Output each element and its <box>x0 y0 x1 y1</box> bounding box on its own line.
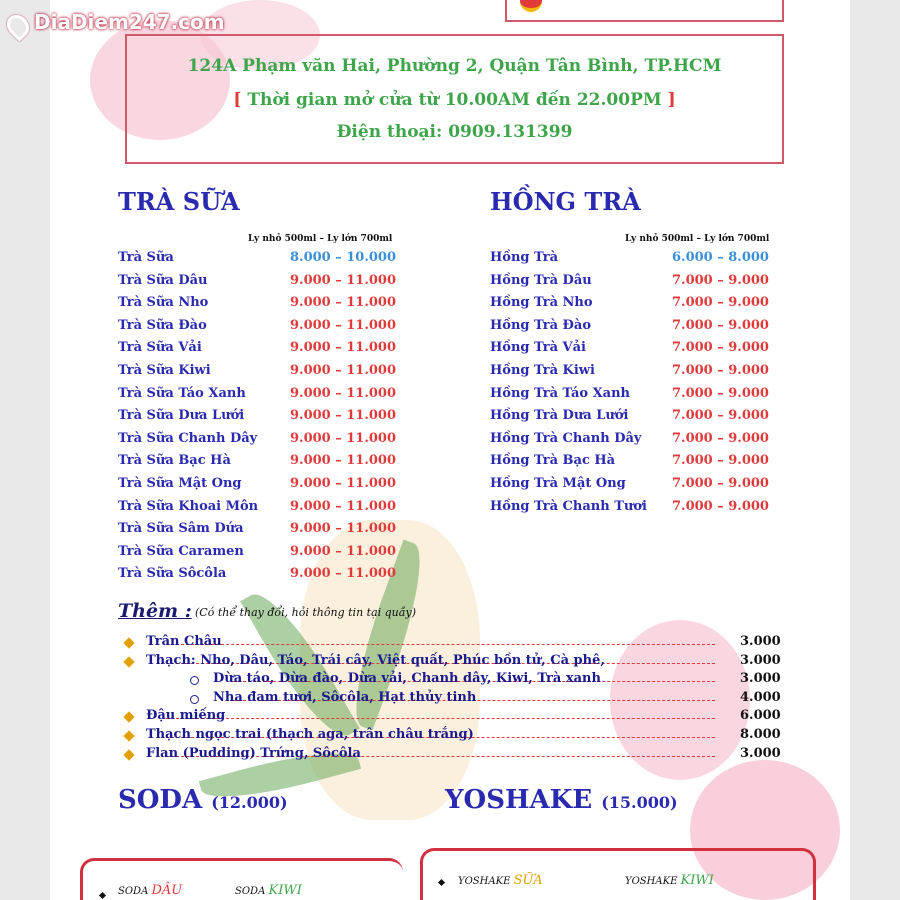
tra-sua-item-price: 9.000 – 11.000 <box>290 272 397 288</box>
hong-tra-item-price: 7.000 – 9.000 <box>672 317 769 333</box>
location-pin-icon <box>2 10 33 41</box>
opening-hours: [ Thời gian mở cửa từ 10.00AM đến 22.00PM ] <box>233 90 676 110</box>
them-note: (Có thể thay đổi, hỏi thông tin tại quầy) <box>195 606 417 619</box>
tra-sua-item-name: Trà Sữa Dâu <box>118 272 208 288</box>
hong-tra-item-name: Hồng Trà Bạc Hà <box>490 453 616 469</box>
tra-sua-item-name: Trà Sữa Táo Xanh <box>118 385 246 401</box>
tra-sua-item-name: Trà Sữa Bạc Hà <box>118 453 231 469</box>
topping-price: 8.000 <box>740 727 781 742</box>
yoshake-heading: YOSHAKE (15.000) <box>445 785 678 815</box>
tra-sua-title: TRÀ SỮA <box>118 187 240 216</box>
hong-tra-item-name: Hồng Trà Dâu <box>490 272 592 288</box>
tra-sua-item-name: Trà Sữa Sâm Dứa <box>118 521 244 537</box>
address: 124A Phạm văn Hai, Phường 2, Quận Tân Bình, TP.HCM <box>187 56 722 76</box>
bullet-icon <box>123 730 134 741</box>
topping-label: Thạch: Nho, Dâu, Táo, Trái cây, Việt quất, Phúc bồn tử, Cà phê, <box>146 652 605 668</box>
sub-bullet-icon <box>190 676 199 685</box>
bullet-icon <box>123 712 134 723</box>
tra-sua-item-price: 9.000 – 11.000 <box>290 430 397 446</box>
bullet-icon <box>123 656 134 667</box>
phone: Điện thoại: 0909.131399 <box>336 122 573 142</box>
topping-price: 4.000 <box>740 689 781 705</box>
shop-info-box <box>125 34 784 164</box>
soda-kiwi: SODA KIWI <box>235 883 302 898</box>
hong-tra-item-name: Hồng Trà Nho <box>490 295 593 311</box>
tra-sua-item-name: Trà Sữa Vải <box>118 340 202 356</box>
menu-page <box>50 0 850 900</box>
hong-tra-item-name: Hồng Trà Chanh Tươi <box>490 498 647 514</box>
tra-sua-item-name: Trà Sữa Dưa Lưới <box>118 408 245 424</box>
hong-tra-item-price: 7.000 – 9.000 <box>672 430 769 446</box>
tra-sua-item-price: 9.000 – 11.000 <box>290 566 397 582</box>
hong-tra-item-name: Hồng Trà Dưa Lưới <box>490 408 629 424</box>
them-title: Thêm : <box>118 600 192 622</box>
logo-frame <box>505 0 784 22</box>
yoshake-kiwi: YOSHAKE KIWI <box>625 873 714 888</box>
tra-sua-item-price: 9.000 – 11.000 <box>290 363 397 378</box>
tra-sua-item-price: 8.000 – 10.000 <box>290 250 397 265</box>
tra-sua-item-price: 9.000 – 11.000 <box>290 476 397 491</box>
tra-sua-item-price: 9.000 – 11.000 <box>290 543 397 559</box>
topping-price: 6.000 <box>740 708 781 724</box>
tra-sua-item-name: Trà Sữa Nho <box>118 295 209 311</box>
tra-sua-item-price: 9.000 – 11.000 <box>290 340 397 356</box>
topping-price: 3.000 <box>740 745 781 761</box>
hong-tra-item-price: 7.000 – 9.000 <box>672 272 769 288</box>
tra-sua-item-price: 9.000 – 11.000 <box>290 295 397 311</box>
topping-label: Nha đam tươi, Sôcôla, Hạt thủy tinh <box>213 689 477 705</box>
tra-sua-item-price: 9.000 – 11.000 <box>290 498 397 514</box>
hong-tra-item-name: Hồng Trà Táo Xanh <box>490 385 631 401</box>
bullet-icon <box>123 637 134 648</box>
soda-dau: SODA DÂU <box>118 883 183 898</box>
dotted-leader <box>166 644 715 645</box>
tra-sua-size-header: Ly nhỏ 500ml – Ly lớn 700ml <box>248 234 393 244</box>
hong-tra-item-name: Hồng Trà Vải <box>490 340 586 356</box>
hong-tra-item-price: 7.000 – 9.000 <box>672 408 769 424</box>
hong-tra-item-price: 7.000 – 9.000 <box>672 476 769 491</box>
tra-sua-item-name: Trà Sữa Đào <box>118 317 207 333</box>
tra-sua-item-name: Trà Sữa Chanh Dây <box>118 430 258 446</box>
topping-label: Đậu miếng <box>146 708 226 724</box>
tra-sua-item-name: Trà Sữa Mật Ong <box>118 476 242 491</box>
hong-tra-item-name: Hồng Trà Mật Ong <box>490 476 626 491</box>
bullet-icon <box>123 749 134 760</box>
topping-label: Thạch ngọc trai (thạch aga, trân châu trắng) <box>146 727 474 742</box>
hong-tra-item-price: 7.000 – 9.000 <box>672 363 769 378</box>
hong-tra-item-price: 7.000 – 9.000 <box>672 453 769 469</box>
watermark: DiaDiem247.com <box>34 10 225 34</box>
tra-sua-item-name: Trà Sữa <box>118 250 174 265</box>
topping-label: Trân Châu <box>146 634 222 649</box>
topping-label: Dừa táo, Dừa đào, Dừa vải, Chanh dây, Kiwi, Trà xanh <box>213 671 601 687</box>
tra-sua-item-price: 9.000 – 11.000 <box>290 453 397 469</box>
hong-tra-item-name: Hồng Trà <box>490 250 559 265</box>
hong-tra-item-price: 7.000 – 9.000 <box>672 498 769 514</box>
hong-tra-title: HỒNG TRÀ <box>490 187 641 216</box>
tra-sua-item-price: 9.000 – 11.000 <box>290 317 397 333</box>
tra-sua-item-name: Trà Sữa Khoai Môn <box>118 498 259 514</box>
tra-sua-item-price: 9.000 – 11.000 <box>290 521 397 537</box>
hong-tra-item-name: Hồng Trà Kiwi <box>490 363 595 378</box>
hong-tra-item-price: 6.000 – 8.000 <box>672 250 769 265</box>
hong-tra-size-header: Ly nhỏ 500ml – Ly lớn 700ml <box>625 234 770 244</box>
soda-heading: SODA (12.000) <box>118 785 288 815</box>
hong-tra-item-price: 7.000 – 9.000 <box>672 340 769 356</box>
hong-tra-item-price: 7.000 – 9.000 <box>672 385 769 401</box>
tra-sua-item-price: 9.000 – 11.000 <box>290 408 397 424</box>
hong-tra-item-price: 7.000 – 9.000 <box>672 295 769 311</box>
topping-label: Flan (Pudding) Trứng, Sôcôla <box>146 745 361 761</box>
dotted-leader <box>166 718 715 719</box>
topping-price: 3.000 <box>740 634 781 649</box>
hong-tra-item-name: Hồng Trà Đào <box>490 317 592 333</box>
tra-sua-item-name: Trà Sữa Caramen <box>118 543 244 559</box>
hong-tra-item-name: Hồng Trà Chanh Dây <box>490 430 642 446</box>
yoshake-sua: YOSHAKE SỮA <box>458 873 543 888</box>
tra-sua-item-name: Trà Sữa Kiwi <box>118 363 211 378</box>
topping-price: 3.000 <box>740 671 781 687</box>
tra-sua-item-name: Trà Sữa Sôcôla <box>118 566 227 582</box>
tra-sua-item-price: 9.000 – 11.000 <box>290 385 397 401</box>
sub-bullet-icon <box>190 695 199 704</box>
topping-price: 3.000 <box>740 652 781 668</box>
